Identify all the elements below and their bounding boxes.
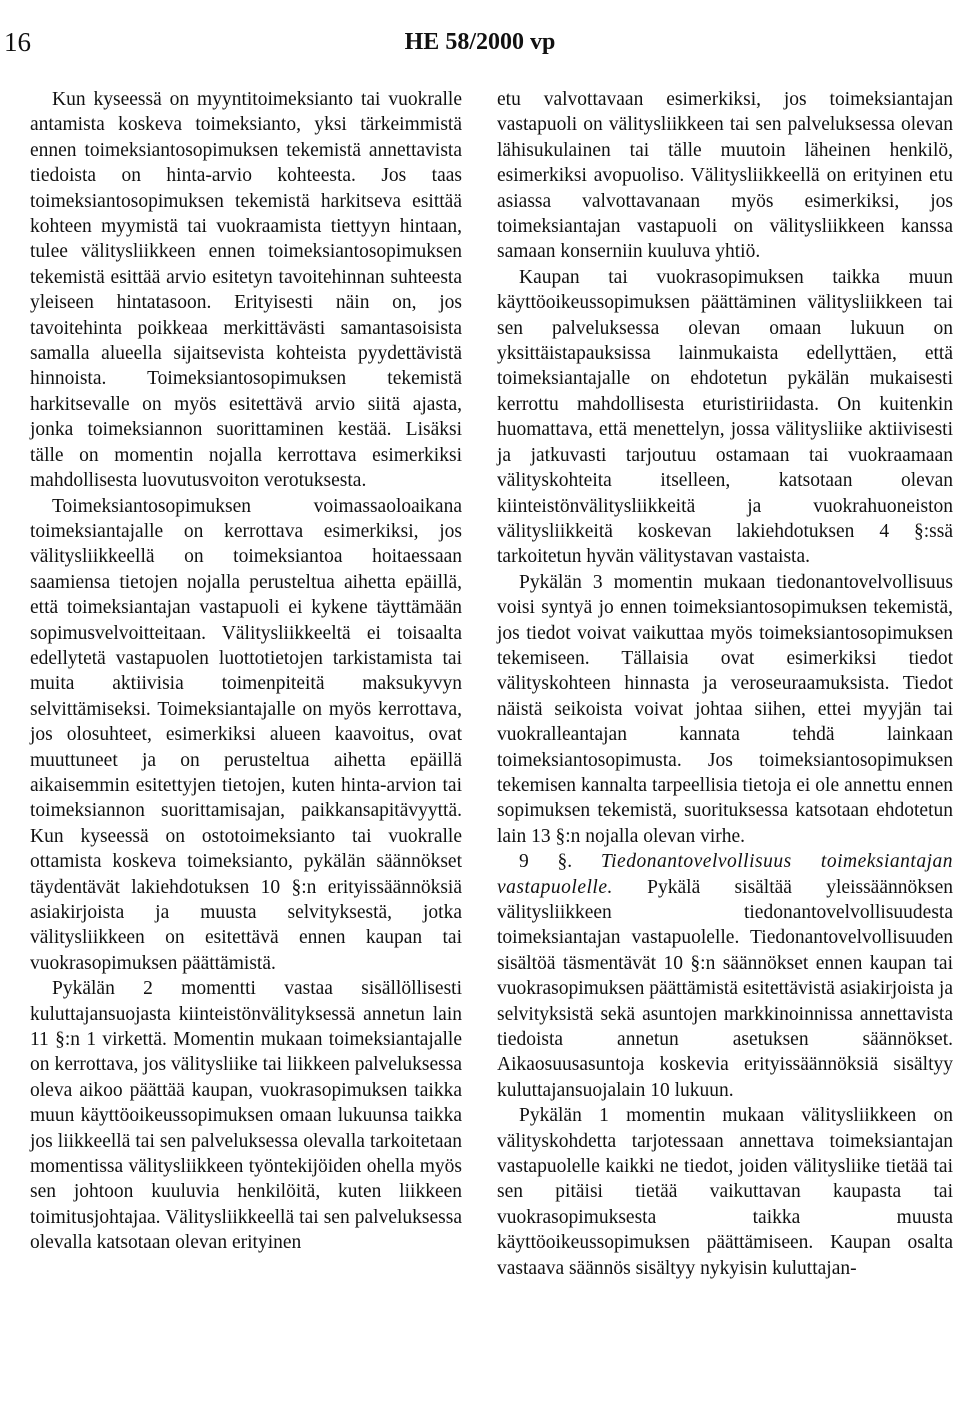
paragraph: Pykälän 3 momentin mukaan tiedonantovelvollisuus voisi syntyä jo ennen toimeksiantosopimuksen tekemistä, jos tiedot voivat vaikuttaa myös toimeksiantosopimuksen tekemiseen. Tällaisia ovat esimerkiksi tiedot välityskohteen hinnasta ja veroseuraamuksista. Tiedot näistä seikoista voivat johtaa siihen, ettei myyjän tai vuokralleantajan kannata tehdä lainkaan toimeksiantosopimusta. Jos toimeksiantosopimuksen tekemisen kannalta tarpeellisia tietoja ei ole annettu ennen sopimuksen tekemistä, suorituksessa katsotaan ehdotetun lain 13 §:n nojalla olevan virhe. xyxy=(497,571,953,847)
paragraph: Kun kyseessä on myyntitoimeksianto tai vuokralle antamista koskeva toimeksianto, yksi tärkeimmistä ennen toimeksiantosopimuksen tekemistä annettavista tiedoista on hinta-arvio kohteesta. Jos taas toimeksiantosopimuksen tekemistä harkitseva esittää kohteen myymistä tai vuokraamista tiettyyn hintaan, tulee välitysliikkeen ennen toimeksiantosopimuksen tekemistä esittää arvio esitetyn tavoitehinnan suhteesta yleiseen hintatasoon. Erityisesti näin on, jos tavoitehinta poikkeaa merkittävästi samantasoisista samalla alueella sijaitsevista kohteista pyydettävistä hinnoista. Toimeksiantosopimuksen tekemistä harkitsevalle on myös esitettävä arvio siitä ajasta, jonka toimeksiannon suorittaminen kestää. Lisäksi tälle on momentin nojalla kerrottava esimerkiksi mahdollisesta luovutusvoiton verotuksesta. xyxy=(30,89,462,492)
section-9-paragraph xyxy=(497,849,953,1103)
right-column xyxy=(497,87,953,1281)
section-number: 9 §. xyxy=(519,851,573,873)
document-id: HE 58/2000 vp xyxy=(404,29,556,55)
paragraph: Toimeksiantosopimuksen voimassaoloaikana toimeksiantajalle on kerrottava esimerkiksi, jos välitysliikkeellä on toimeksiantoa hoitaessaan saamiensa tietojen nojalla perusteltua aihetta epäillä, että toimeksiantajan vastapuoli ei kykene täyttämään sopimusvelvoitteitaan. Välitysliikkeeltä ei toisaalta edellytetä vastapuolen luottotietojen tarkistamista tai muita aktiivisia toimenpiteitä maksukyvyn selvittämiseksi. Toimeksiantajalle on myös kerrottava, jos olosuhteet, esimerkiksi alueen kaavoitus, ovat muuttuneet ja on perusteltua aihetta epäillä aikaisemmin esitettyjen tietojen, kuten hinta-arvion tai toimeksiannon suorittamisajan, paikkansapitävyyttä. Kun kyseessä on ostotoimeksianto tai vuokralle ottamista koskeva toimeksianto, pykälän säännökset täydentävät lakiehdotuksen 10 §:n erityissäännöksiä asiakirjoista ja muusta selvityksestä, jotka välitysliikkeen on esitettävä ennen kaupan tai vuokrasopimuksen päättämistä. xyxy=(30,495,462,974)
page-header xyxy=(0,22,960,62)
paragraph: Pykälän 2 momentti vastaa sisällöllisesti kuluttajansuojasta kiinteistönvälityksessä annetun lain 11 §:n 1 virkettä. Momentin mukaan toimeksiantajalle on kerrottava, jos välitysliike tai liikkeen palveluksessa oleva aikoo päättää kaupan, vuokrasopimuksen taikka muun käyttöoikeussopimuksen omaan lukuunsa taikka jos liikkeellä tai sen palveluksessa olevalla tarkoitetaan momentissa välitysliikkeen työntekijöiden ohella myös sen johtoon kuuluvia henkilöitä, kuten liikkeen toimitusjohtajaa. Välitysliikkeellä tai sen palveluksessa olevalla katsotaan olevan erityinen xyxy=(30,978,462,1254)
section-text: Pykälä sisältää yleissäännöksen välitysliikkeen tiedonantovelvollisuudesta toimeksiantajan vastapuolelle. Tiedonantovelvollisuuden sisältöä täsmentävät 10 §:n säännökset ennen kaupan tai vuokrasopimuksen päättämistä esitettävistä asiakirjoista ja selvityksistä sekä asuntojen markkinoinnissa annettavista tiedoista annetun asetuksen säännökset. Aikaosuusasuntoja koskevia erityissäännöksiä sisältyy kuluttajansuojalain 10 lukuun. xyxy=(497,876,953,1101)
page-number: 16 xyxy=(4,27,31,57)
section-title: Tiedonantovelvollisuus toimeksiantajan vastapuolelle. xyxy=(497,851,954,898)
paragraph: etu valvottavaan esimerkiksi, jos toimeksiantajan vastapuoli on välitysliikkeen tai sen palveluksessa olevan lähisukulainen tai tälle muutoin läheinen henkilö, esimerkiksi avopuoliso. Välitysliikkeellä on erityinen etu asiassa valvottavanaan myös esimerkiksi, jos toimeksiantajan vastapuoli on välitysliikkeen kanssa samaan konserniin kuuluva yhtiö. xyxy=(497,89,953,263)
paragraph: Pykälän 1 momentin mukaan välitysliikkeen on välityskohdetta tarjotessaan annettava toimeksiantajan vastapuolelle kaikki ne tiedot, joiden välitysliike tietää tai sen pitäisi tietää vaikuttavan kaupasta tai vuokrasopimuksesta taikka muusta käyttöoikeussopimuksen päättämiseen. Kaupan osalta vastaava säännös sisältyy nykyisin kuluttajan- xyxy=(497,1105,953,1279)
paragraph: Kaupan tai vuokrasopimuksen taikka muun käyttöoikeussopimuksen päättäminen välitysliikkeen tai sen palveluksessa olevan omaan lukuun on yksittäistapauksissa lainmukaista edellyttäen, että toimeksiantajalle on ehdotetun pykälän mukaisesti kerrottu mahdollisesta eturistiriidasta. On kuitenkin huomattava, että menettelyn, jossa välitysliike aktiivisesti ja jatkuvasti tarjoutuu ostamaan tai vuokraamaan välityskohteita itselleen, katsotaan olevan kiinteistönvälitysliikkeitä ja vuokrahuoneiston välitysliikkeitä koskevan lakiehdotuksen 4 §:ssä tarkoitetun hyvän välitystavan vastaista. xyxy=(497,266,953,568)
left-column xyxy=(30,87,462,1256)
